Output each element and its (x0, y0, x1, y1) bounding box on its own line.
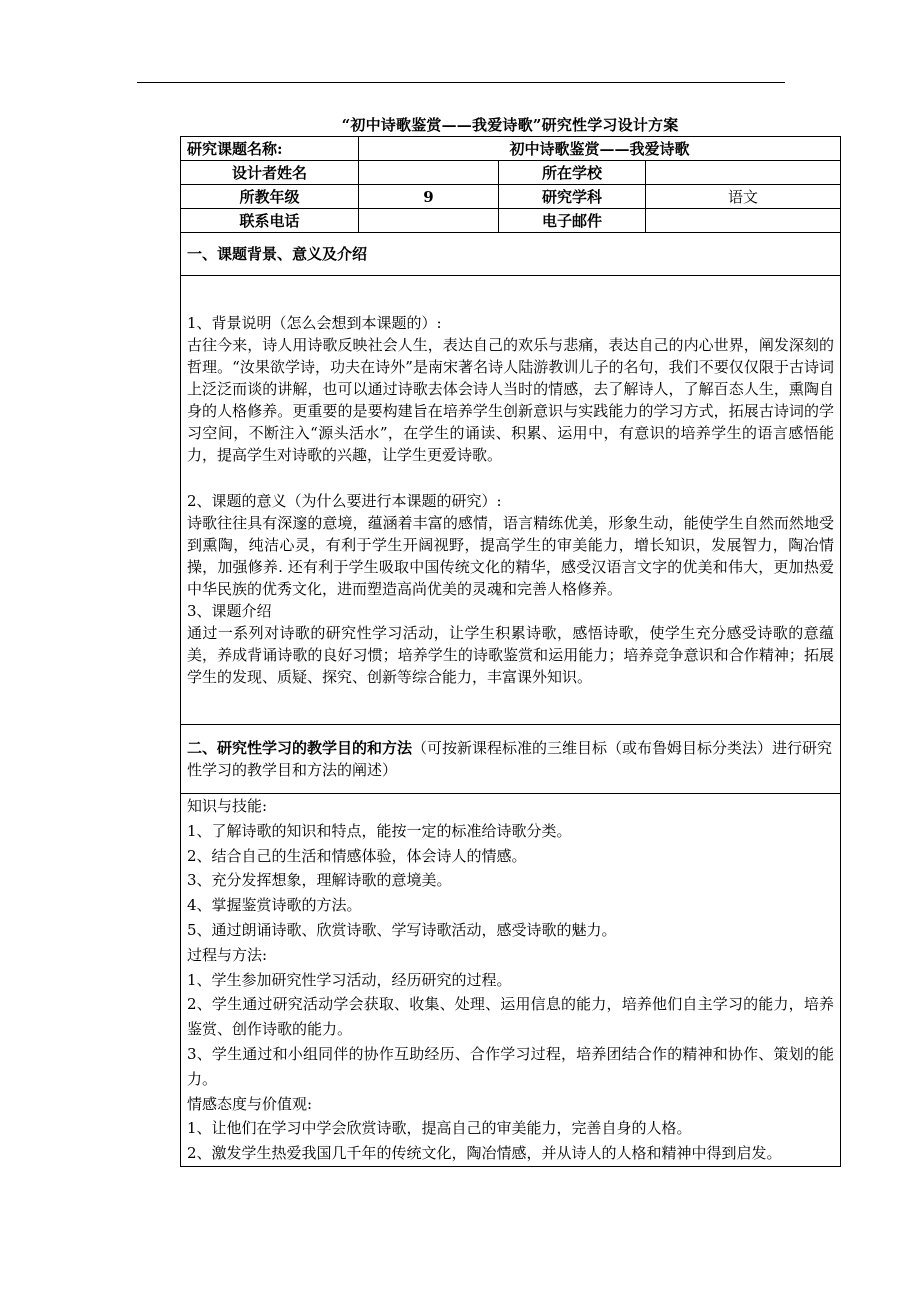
topic-row (181, 137, 841, 161)
introduction-heading: 3、课题介绍 (187, 602, 272, 620)
list-item: 3、充分发挥想象，理解诗歌的意境美。 (187, 871, 452, 890)
list-item: 2、学生通过研究活动学会获取、收集、处理、运用信息的能力，培养他们自主学习的能力，培养鉴赏、创作诗歌的能力。 (187, 995, 835, 1039)
knowledge-heading: 知识与技能: (187, 797, 268, 815)
section2-content-row (181, 794, 841, 1167)
school-label: 所在学校 (499, 161, 646, 185)
designer-row (181, 161, 841, 185)
introduction-body: 通过一系列对诗歌的研究性学习活动，让学生积累诗歌，感悟诗歌，使学生充分感受诗歌的意蕴美，养成背诵诗歌的良好习惯；培养学生的诗歌鉴赏和运用能力；培养竞争意识和合作精神；拓展学生的发现、质疑、探究、创新等综合能力，丰富课外知识。 (187, 624, 835, 686)
grade-row (181, 185, 841, 209)
design-form-table (180, 136, 841, 1167)
grade-label: 所教年级 (181, 185, 359, 209)
significance-body: 诗歌往往具有深邃的意境，蕴涵着丰富的感情，语言精练优美，形象生动，能使学生自然而然地受到熏陶，纯洁心灵，有利于学生开阔视野，提高学生的审美能力，增长知识，发展智力，陶冶情操，加强修养. 还有利于学生吸取中国传统文化的精华，感受汉语言文字的优美和伟大，更加热爱中华民族的优秀文化，进而塑造高尚优美的灵魂和完善人格修养。 (187, 514, 835, 598)
section2-heading (181, 725, 841, 794)
phone-value (359, 209, 499, 233)
topic-value: 初中诗歌鉴赏——我爱诗歌 (359, 137, 841, 161)
email-label: 电子邮件 (499, 209, 646, 233)
list-item: 4、掌握鉴赏诗歌的方法。 (187, 896, 362, 915)
spacer (187, 466, 834, 490)
list-item: 2、激发学生热爱我国几千年的传统文化，陶冶情感，并从诗人的人格和精神中得到启发。 (187, 1144, 782, 1163)
section1-heading: 一、课题背景、意义及介绍 (181, 233, 841, 276)
section1-heading-row (181, 233, 841, 276)
subject-value: 语文 (646, 185, 841, 209)
email-value (646, 209, 841, 233)
list-item: 3、学生通过和小组同伴的协作互助经历、合作学习过程，培养团结合作的精神和协作、策划的能力。 (187, 1044, 835, 1088)
section1-content-row (181, 276, 841, 725)
phone-label: 联系电话 (181, 209, 359, 233)
list-item: 1、了解诗歌的知识和特点，能按一定的标准给诗歌分类。 (187, 821, 572, 840)
contact-row (181, 209, 841, 233)
section2-heading-bold: 二、研究性学习的教学目的和方法 (187, 739, 413, 757)
designer-label: 设计者姓名 (181, 161, 359, 185)
section2-content (181, 794, 841, 1167)
list-item: 5、通过朗诵诗歌、欣赏诗歌、学写诗歌活动，感受诗歌的魅力。 (187, 920, 617, 939)
document-title: “初中诗歌鉴赏——我爱诗歌”研究性学习设计方案 (341, 116, 679, 134)
designer-value (359, 161, 499, 185)
background-heading: 1、背景说明（怎么会想到本课题的）: (187, 314, 442, 332)
header-rule (137, 82, 785, 83)
process-heading: 过程与方法: (187, 945, 268, 964)
significance-heading: 2、课题的意义（为什么要进行本课题的研究）: (187, 492, 502, 510)
list-item: 1、让他们在学习中学会欣赏诗歌，提高自己的审美能力，完善自身的人格。 (187, 1119, 692, 1138)
section2-heading-note: （可按新课程标准的三维目标（或布鲁姆目标分类法）进行研究性学习的教学目和方法的阐述） (187, 739, 833, 779)
list-item: 2、结合自己的生活和情感体验，体会诗人的情感。 (187, 846, 527, 865)
school-value (646, 161, 841, 185)
list-item: 1、学生参加研究性学习活动，经历研究的过程。 (187, 970, 512, 989)
section2-heading-row (181, 725, 841, 794)
emotion-heading: 情感态度与价值观: (187, 1094, 313, 1113)
section1-content (181, 276, 841, 725)
background-body: 古往今来，诗人用诗歌反映社会人生，表达自己的欢乐与悲痛，表达自己的内心世界，阐发深刻的哲理。“汝果欲学诗，功夫在诗外”是南宋著名诗人陆游教训儿子的名句，我们不要仅仅限于古诗词上泛泛而谈的讲解，也可以通过诗歌去体会诗人当时的情感，去了解诗人，了解百态人生，熏陶自身的人格修养。更重要的是要构建旨在培养学生创新意识与实践能力的学习方式，拓展古诗词的学习空间，不断注入“源头活水”，在学生的诵读、积累、运用中，有意识的培养学生的语言感悟能力，提高学生对诗歌的兴趣，让学生更爱诗歌。 (187, 336, 835, 464)
topic-label: 研究课题名称: (181, 137, 359, 161)
subject-label: 研究学科 (499, 185, 646, 209)
grade-value: 9 (359, 185, 499, 209)
